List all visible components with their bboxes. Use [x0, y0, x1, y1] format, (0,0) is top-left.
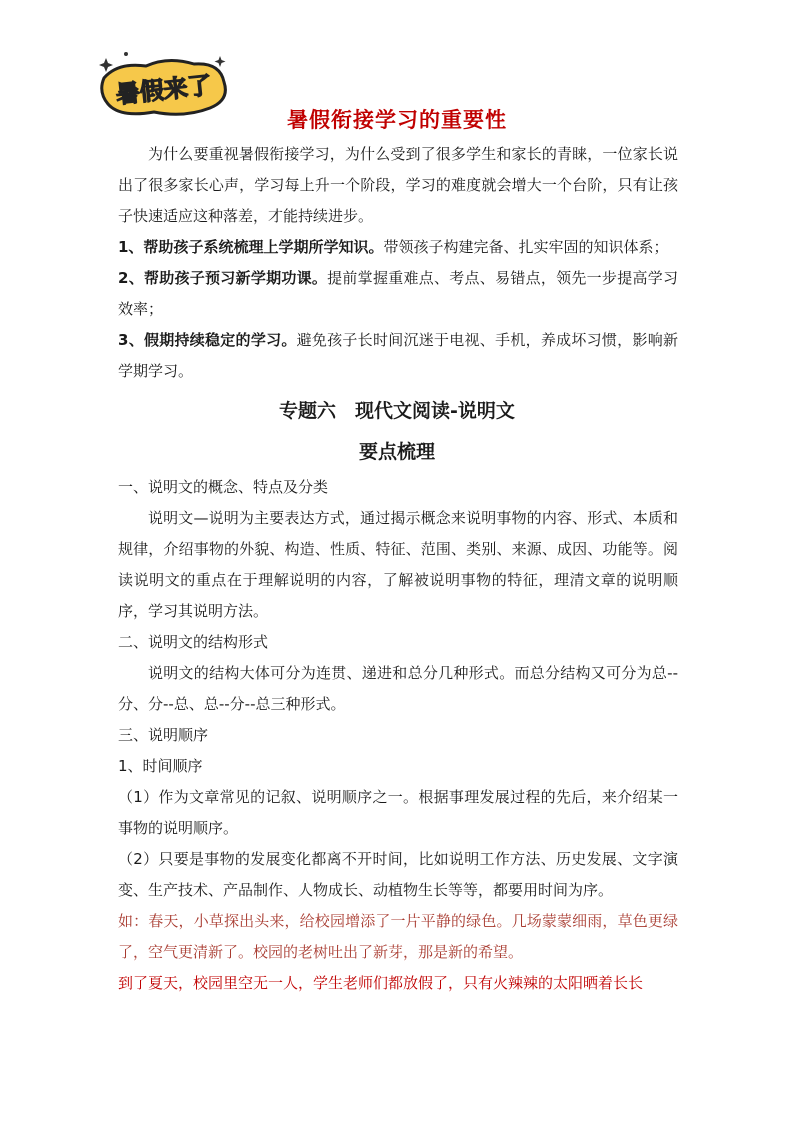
- point-3: [118, 325, 678, 387]
- logo-text: 暑假来了: [114, 71, 213, 109]
- s1-heading: 一、说明文的概念、特点及分类: [118, 478, 329, 496]
- s3-heading: 三、说明顺序: [118, 726, 209, 744]
- s2-heading: 二、说明文的结构形式: [118, 633, 269, 651]
- point-2-bold: 2、帮助孩子预习新学期功课。: [118, 269, 328, 287]
- point-3-text: 避免孩子长时间沉迷于电视、手机，养成坏习惯，影响新学期学习。: [118, 331, 678, 380]
- intro-section: [118, 139, 678, 387]
- point-2-text: 提前掌握重难点、考点、易错点，领先一步提高学习效率；: [118, 269, 678, 318]
- s1-paragraph: 说明文—说明为主要表达方式，通过揭示概念来说明事物的内容、形式、本质和规律，介绍事物的外貌、构造、性质、特征、范围、类别、来源、成因、功能等。阅读说明文的重点在于理解说明的内容，了解被说明事物的特征，理清文章的说明顺序，学习其说明方法。: [118, 509, 678, 620]
- main-title: 暑假衔接学习的重要性: [287, 108, 507, 132]
- body-section: [118, 472, 678, 999]
- topic-title: 专题六 现代文阅读-说明文: [279, 400, 515, 422]
- point-3-bold: 3、假期持续稳定的学习。: [118, 331, 297, 349]
- intro-paragraph: 为什么要重视暑假衔接学习，为什么受到了很多学生和家长的青睐，一位家长说出了很多家长心声，学习每上升一个阶段，学习的难度就会增大一个台阶，只有让孩子快速适应这种落差，才能持续进步。: [118, 145, 678, 225]
- point-1: [118, 232, 678, 263]
- s2-paragraph: 说明文的结构大体可分为连贯、递进和总分几种形式。而总分结构又可分为总--分、分--总、总--分--总三种形式。: [118, 664, 678, 713]
- example-1: 如：春天，小草探出头来，给校园增添了一片平静的绿色。几场蒙蒙细雨，草色更绿了，空气更清新了。校园的老树吐出了新芽，那是新的希望。: [118, 912, 678, 961]
- s3-subheading: 1、时间顺序: [118, 757, 203, 775]
- example-2: 到了夏天，校园里空无一人，学生老师们都放假了，只有火辣辣的太阳晒着长长: [118, 974, 644, 992]
- s3-item-1: （1）作为文章常见的记叙、说明顺序之一。根据事理发展过程的先后，来介绍某一事物的说明顺序。: [118, 788, 678, 837]
- point-2: [118, 263, 678, 325]
- section-title: 要点梳理: [358, 441, 435, 463]
- point-1-text: 带领孩子构建完备、扎实牢固的知识体系；: [383, 238, 669, 256]
- point-1-bold: 1、帮助孩子系统梳理上学期所学知识。: [118, 238, 384, 256]
- s3-item-2: （2）只要是事物的发展变化都离不开时间，比如说明工作方法、历史发展、文字演变、生产技术、产品制作、人物成长、动植物生长等等，都要用时间为序。: [118, 850, 678, 899]
